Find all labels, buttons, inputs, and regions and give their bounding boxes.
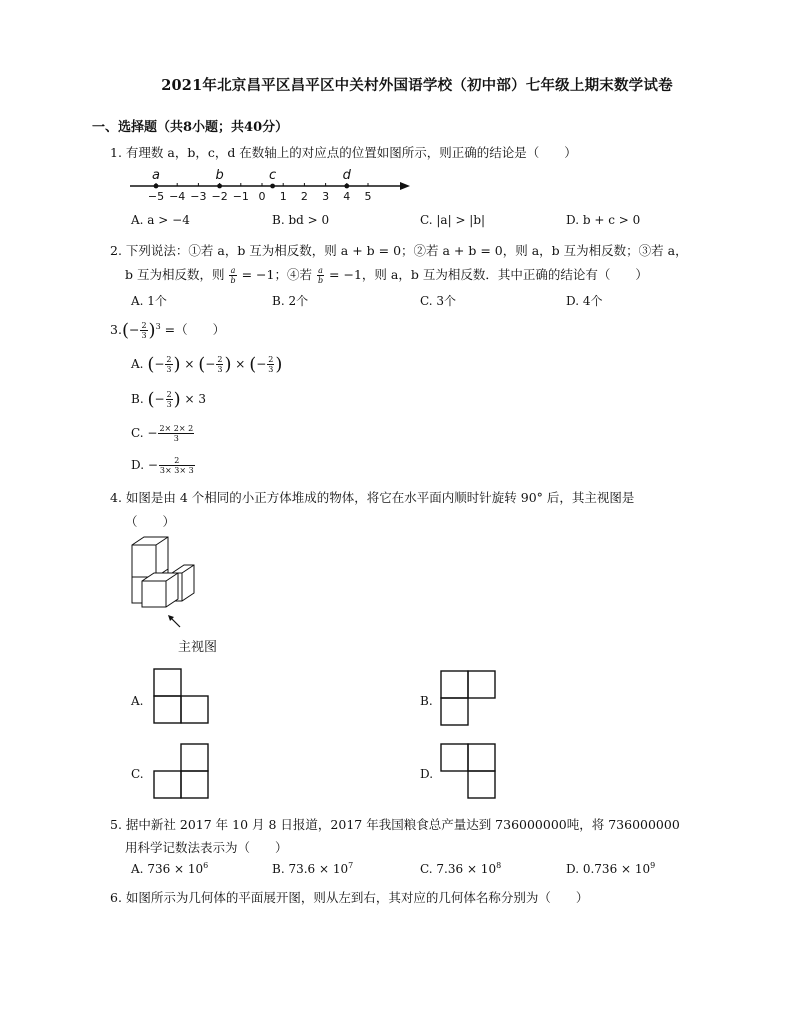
q5-line2: 用科学记数法表示为（ ）: [125, 840, 288, 855]
axis-tick-label: 2: [300, 190, 308, 203]
q3-option-c: C. − $\frac{2\times 2\times 2}{3}$: [131, 424, 194, 443]
front-view-label: 主视图: [178, 640, 218, 655]
axis-tick-label: 4: [343, 190, 351, 203]
q4-line1: 4. 如图是由 4 个相同的小正方体堆成的物体，将它在水平面内顺时针旋转 90° 后，其主视图是: [110, 490, 635, 505]
axis-point-label-c: c: [269, 168, 277, 183]
axis-tick-label: −3: [190, 190, 207, 203]
q2-option-c: C. 3个: [420, 294, 457, 308]
q2-line2-part1: b 互为相反数，则: [125, 267, 225, 282]
q4-line2: （ ）: [125, 514, 176, 529]
q4-option-c-figure: [153, 743, 209, 799]
q2-option-a: A. 1个: [131, 294, 167, 308]
axis-tick-label: −2: [211, 190, 228, 203]
q4-option-d-figure: [440, 743, 496, 799]
number-line: [130, 162, 420, 208]
q3-stem: 3.(− $\frac{2}{3}$ )$^3$ =（ ）: [110, 320, 226, 341]
q1-option-a: A. a > −4: [131, 213, 190, 227]
q2-line2: [125, 265, 648, 285]
q2-line1: 2. 下列说法：①若 a，b 互为相反数，则 a + b = 0；②若 a + b = 0，则 a，b 互为相反数；③若 a，: [110, 243, 688, 258]
q4-option-b-label: B.: [420, 694, 433, 708]
q2-fraction-1: $\frac{a}{b}$: [230, 266, 236, 285]
axis-point-label-b: b: [215, 168, 224, 183]
page-title: 2021年北京昌平区昌平区中关村外国语学校（初中部）七年级上期末数学试卷: [161, 77, 673, 94]
q5-option-a: A. $736 \times 10^6$: [131, 861, 209, 876]
q6-stem: 6. 如图所示为几何体的平面展开图，则从左到右，其对应的几何体名称分别为（ ）: [110, 890, 589, 905]
q4-option-a-figure: [153, 668, 209, 724]
q1-option-c: C. |a| > |b|: [420, 213, 486, 227]
q5-option-d: D. $0.736 \times 10^9$: [566, 861, 656, 876]
axis-point-c: [270, 184, 275, 189]
axis-tick-label: −5: [147, 190, 165, 203]
axis-arrow: [400, 182, 410, 190]
axis-point-b: [217, 184, 222, 189]
axis-point-label-a: a: [152, 168, 160, 183]
q3-option-a: A. (− $\frac{2}{3}$ ) × (− $\frac{2}{3}$ ) × (− $\frac{2}{3}$ ): [131, 354, 283, 375]
q2-line2-part3: = −1，则 a，b 互为相反数．其中正确的结论有（ ）: [329, 267, 648, 282]
q5-line1: 5. 据中新社 2017 年 10 月 8 日报道，2017 年我国粮食总产量达到 736000000吨，将 736000000: [110, 817, 680, 832]
axis-tick-label: 1: [279, 190, 287, 203]
q2-line2-part2: = −1；④若: [241, 267, 312, 282]
q1-option-b: B. bd > 0: [272, 213, 330, 227]
q5-option-c: C. $7.36 \times 10^8$: [420, 861, 502, 876]
q2-fraction-2: $\frac{a}{b}$: [317, 266, 324, 285]
q1-option-d: D. b + c > 0: [566, 213, 641, 227]
axis-tick-label: 5: [364, 190, 372, 203]
axis-point-label-d: d: [342, 168, 351, 183]
q4-option-a-label: A.: [131, 694, 144, 708]
q2-option-b: B. 2个: [272, 294, 309, 308]
section-heading: 一、选择题（共8小题；共40分）: [92, 120, 289, 135]
q3-option-d: D. − $\frac{2}{3\times 3\times 3}$: [131, 456, 194, 475]
q5-option-b: B. $73.6 \times 10^7$: [272, 861, 354, 876]
axis-tick-label: −1: [232, 190, 249, 203]
q1-stem: 1. 有理数 a，b，c，d 在数轴上的对应点的位置如图所示，则正确的结论是（ ）: [110, 145, 577, 160]
q4-option-c-label: C.: [131, 767, 144, 781]
axis-point-a: [154, 184, 159, 189]
q2-option-d: D. 4个: [566, 294, 603, 308]
q3-option-b: B. (− $\frac{2}{3}$ ) × 3: [131, 389, 207, 410]
cube-stack-figure: [128, 533, 208, 623]
axis-point-d: [344, 184, 349, 189]
axis-tick-label: 0: [258, 190, 266, 203]
axis-tick-label: 3: [322, 190, 330, 203]
q4-option-d-label: D.: [420, 767, 434, 781]
q4-option-b-figure: [440, 670, 496, 726]
axis-tick-label: −4: [169, 190, 186, 203]
